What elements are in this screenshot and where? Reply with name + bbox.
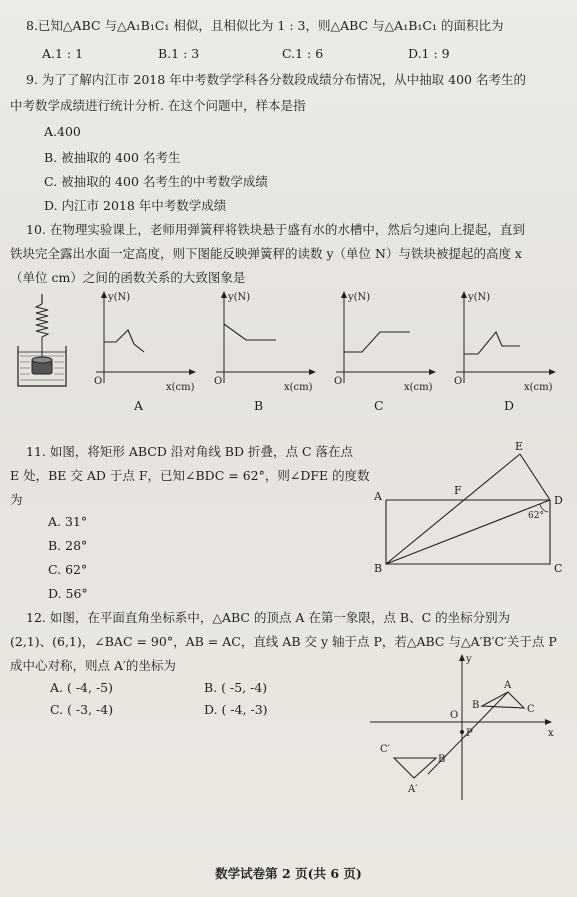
q10-stem-line1: 10. 在物理实验课上，老师用弹簧秤将铁块悬于盛有水的水槽中，然后匀速向上提起，直到 [26,222,525,237]
q11-label-c: C [554,562,563,575]
q12-option-a: A. ( -4, -5) [50,680,114,695]
q9-option-d: D. 内江市 2018 年中考数学成绩 [44,198,227,213]
q10-graph-label-c: C [374,398,384,413]
q8-option-a: A.1 : 1 [42,46,84,61]
spring-scale-figure [12,292,82,392]
q11-label-b: B [374,562,383,575]
q11-label-d: D [554,494,563,507]
q11-option-c: C. 62° [48,562,88,577]
q12-label-y: y [466,654,472,665]
q10-graph-d-xlabel: x(cm) [524,382,553,393]
q12-option-b: B. ( -5, -4) [204,680,268,695]
q11-option-b: B. 28° [48,538,88,553]
q10-stem-line3: （单位 cm）之间的函数关系的大致图象是 [10,270,246,285]
q12-option-d: D. ( -4, -3) [204,702,268,717]
q12-label-p: P [466,728,473,739]
q12-label-c: C [527,704,535,715]
q9-option-a: A.400 [44,124,81,139]
q10-stem-line2: 铁块完全露出水面一定高度，则下图能反映弹簧秤的读数 y（单位 N）与铁块被提起的高度 x [10,246,522,261]
q11-label-f: F [454,484,462,497]
q8-option-b: B.1 : 3 [158,46,200,61]
q12-stem-line3: 成中心对称，则点 A′的坐标为 [10,658,176,673]
q12-label-a: A [504,680,512,691]
q11-stem-line1: 11. 如图，将矩形 ABCD 沿对角线 BD 折叠，点 C 落在点 [26,444,353,459]
q10-graph-a-ylabel: y(N) [108,292,131,303]
q12-stem-line2: (2,1)、(6,1)，∠BAC = 90°，AB = AC，直线 AB 交 y 轴于点 P，若△ABC 与△A′B′C′关于点 P [10,634,557,649]
q9-stem-line1: 9. 为了了解内江市 2018 年中考数学学科各分数段成绩分布情况，从中抽取 400 名考生的 [26,72,526,87]
q10-graph-b-origin: O [214,376,223,387]
q11-stem-line3: 为 [10,492,23,507]
q10-graph-label-b: B [254,398,264,413]
q12-label-c-prime: C′ [380,744,390,755]
q12-label-b-prime: B′ [438,754,448,765]
q11-label-a: A [374,490,382,503]
q10-graph-c [324,288,439,396]
q12-label-x: x [548,728,554,739]
q11-option-d: D. 56° [48,586,88,601]
q8-stem: 8.已知△ABC 与△A₁B₁C₁ 相似，且相似比为 1 : 3，则△ABC 与△A₁B₁C₁ 的面积比为 [26,18,504,33]
q10-graph-b [204,288,319,396]
q12-coordinate-figure [364,650,564,810]
q11-label-angle: 62° [528,511,544,521]
q9-stem-line2: 中考数学成绩进行统计分析. 在这个问题中，样本是指 [10,98,306,113]
q10-graph-b-ylabel: y(N) [228,292,251,303]
q10-graph-b-xlabel: x(cm) [284,382,313,393]
page-footer: 数学试卷第 2 页(共 6 页) [215,866,362,881]
q8-option-d: D.1 : 9 [408,46,450,61]
q12-label-a-prime: A′ [408,784,418,795]
q10-graph-a-xlabel: x(cm) [166,382,195,393]
q10-graph-c-ylabel: y(N) [348,292,371,303]
q9-option-c: C. 被抽取的 400 名考生的中考数学成绩 [44,174,268,189]
q10-graph-d-origin: O [454,376,463,387]
q10-graph-label-a: A [134,398,144,413]
q11-label-e: E [515,440,524,453]
q10-graph-a-origin: O [94,376,103,387]
q10-graph-d [444,288,559,396]
q9-option-b: B. 被抽取的 400 名考生 [44,150,181,165]
q8-option-c: C.1 : 6 [282,46,324,61]
q12-option-c: C. ( -3, -4) [50,702,114,717]
q10-graph-a [84,288,199,396]
q12-stem-line1: 12. 如图，在平面直角坐标系中，△ABC 的顶点 A 在第一象限，点 B、C 的坐标分别为 [26,610,511,625]
q10-graph-c-origin: O [334,376,343,387]
q12-label-b: B [472,700,480,711]
q11-fold-figure [370,438,570,578]
q11-option-a: A. 31° [48,514,88,529]
q10-graph-label-d: D [504,398,515,413]
q11-stem-line2: E 处，BE 交 AD 于点 F，已知∠BDC = 62°，则∠DFE 的度数 [10,468,370,483]
q10-graph-d-ylabel: y(N) [468,292,491,303]
q10-graph-c-xlabel: x(cm) [404,382,433,393]
q12-label-o: O [450,710,459,721]
